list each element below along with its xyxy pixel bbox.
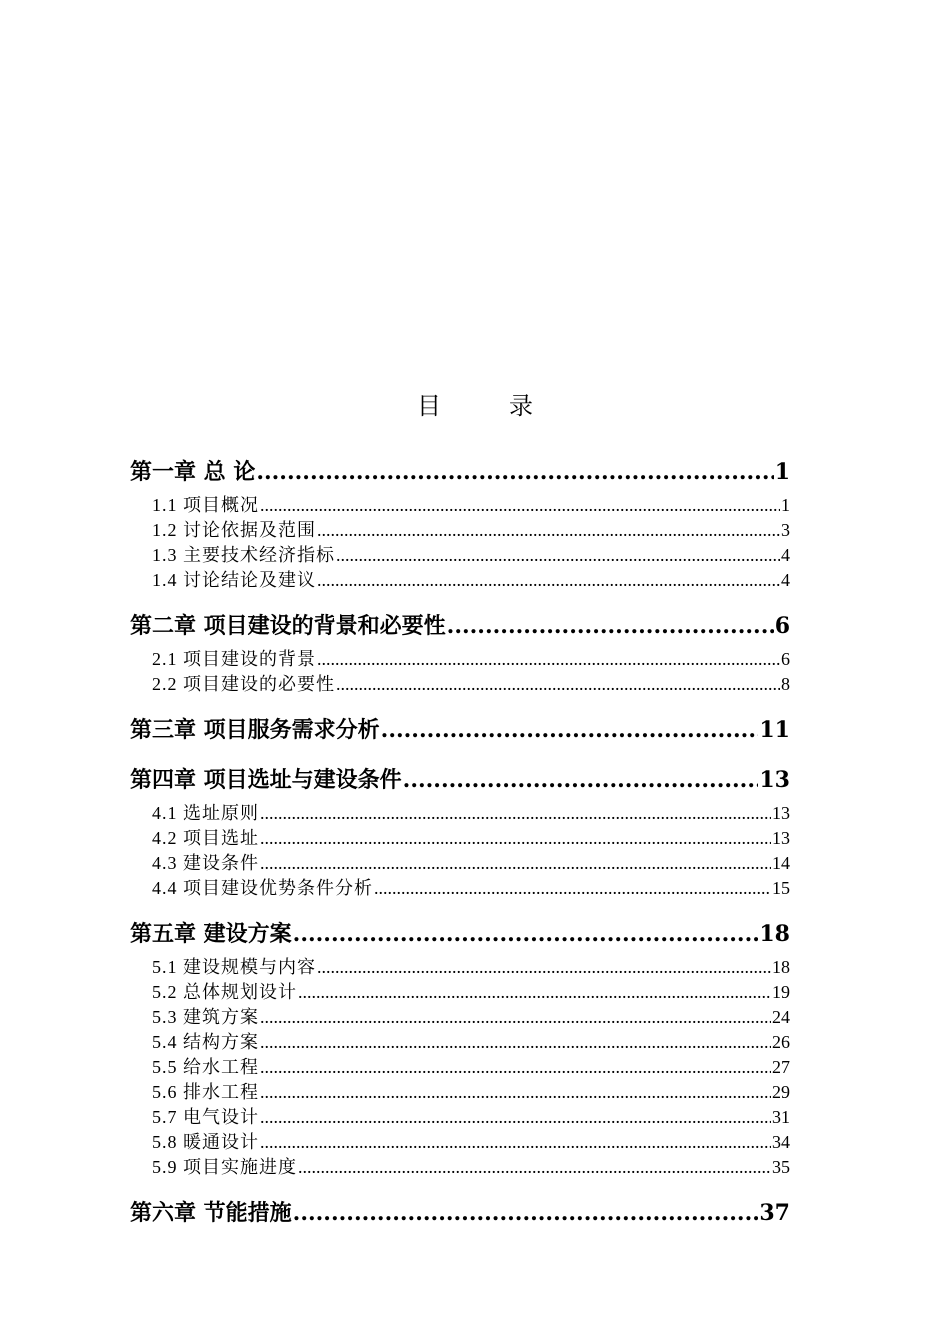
section-title: 4.1 选址原则 <box>152 803 259 823</box>
toc-chapter-2[interactable] <box>130 609 790 643</box>
dot-leader <box>260 1005 771 1030</box>
chapter-page-number: 37 <box>759 1200 790 1226</box>
section-page-number: 15 <box>772 878 790 898</box>
section-title: 1.4 讨论结论及建议 <box>152 570 316 590</box>
chapter-page-number: 18 <box>759 921 790 947</box>
section-page-number: 26 <box>772 1032 790 1052</box>
chapter-page-number: 13 <box>759 767 790 793</box>
section-title: 5.6 排水工程 <box>152 1082 259 1102</box>
section-title: 5.9 项目实施进度 <box>152 1157 297 1177</box>
toc-section-item[interactable] <box>130 1130 790 1155</box>
toc-section-item[interactable] <box>130 1105 790 1130</box>
section-page-number: 29 <box>772 1082 790 1102</box>
section-page-number: 4 <box>781 545 790 565</box>
chapter-title: 第五章 建设方案 <box>130 921 292 947</box>
section-title: 4.2 项目选址 <box>152 828 259 848</box>
toc-section-item[interactable] <box>130 672 790 697</box>
chapter-page-number: 1 <box>774 459 790 485</box>
dot-leader <box>260 1130 771 1155</box>
section-page-number: 4 <box>781 570 790 590</box>
section-title: 1.3 主要技术经济指标 <box>152 545 335 565</box>
toc-chapter-5[interactable] <box>130 917 790 951</box>
toc-section-item[interactable] <box>130 826 790 851</box>
section-page-number: 19 <box>772 982 790 1002</box>
toc-chapter-6[interactable] <box>130 1196 790 1230</box>
toc-section-item[interactable] <box>130 647 790 672</box>
dot-leader <box>298 1155 771 1180</box>
chapter-title: 第六章 节能措施 <box>130 1200 292 1226</box>
chapter-title: 第一章 总 论 <box>130 459 256 485</box>
dot-leader <box>447 609 774 643</box>
dot-leader <box>260 1055 771 1080</box>
toc-chapter-4[interactable] <box>130 763 790 797</box>
dot-leader <box>336 543 780 568</box>
section-title: 5.1 建设规模与内容 <box>152 957 316 977</box>
section-title: 4.4 项目建设优势条件分析 <box>152 878 373 898</box>
dot-leader <box>317 518 780 543</box>
toc-section-item[interactable] <box>130 493 790 518</box>
section-title: 5.3 建筑方案 <box>152 1007 259 1027</box>
dot-leader <box>260 1105 771 1130</box>
toc-section-item[interactable] <box>130 801 790 826</box>
dot-leader <box>374 876 771 901</box>
section-title: 4.3 建设条件 <box>152 853 259 873</box>
section-page-number: 1 <box>781 495 790 515</box>
toc-section-item[interactable] <box>130 1155 790 1180</box>
dot-leader <box>260 1080 771 1105</box>
chapter-title: 第二章 项目建设的背景和必要性 <box>130 613 446 639</box>
section-page-number: 34 <box>772 1132 790 1152</box>
toc-section-item[interactable] <box>130 1080 790 1105</box>
toc-section-item[interactable] <box>130 1055 790 1080</box>
section-title: 5.7 电气设计 <box>152 1107 259 1127</box>
toc-section-item[interactable] <box>130 980 790 1005</box>
dot-leader <box>293 917 759 951</box>
toc-section-item[interactable] <box>130 543 790 568</box>
dot-leader <box>403 763 759 797</box>
toc-chapter-3[interactable] <box>130 713 790 747</box>
section-title: 5.4 结构方案 <box>152 1032 259 1052</box>
section-title: 1.2 讨论依据及范围 <box>152 520 316 540</box>
toc-section-item[interactable] <box>130 518 790 543</box>
chapter-page-number: 11 <box>759 717 790 743</box>
section-page-number: 8 <box>781 674 790 694</box>
dot-leader <box>317 647 780 672</box>
section-title: 5.2 总体规划设计 <box>152 982 297 1002</box>
section-page-number: 3 <box>781 520 790 540</box>
toc-section-item[interactable] <box>130 876 790 901</box>
section-page-number: 14 <box>772 853 790 873</box>
dot-leader <box>260 826 771 851</box>
section-title: 5.5 给水工程 <box>152 1057 259 1077</box>
section-page-number: 27 <box>772 1057 790 1077</box>
toc-section-item[interactable] <box>130 1030 790 1055</box>
toc-section-item[interactable] <box>130 1005 790 1030</box>
dot-leader <box>293 1196 759 1230</box>
dot-leader <box>317 568 780 593</box>
chapter-page-number: 6 <box>774 613 790 639</box>
dot-leader <box>260 801 771 826</box>
toc-section-item[interactable] <box>130 568 790 593</box>
section-page-number: 6 <box>781 649 790 669</box>
dot-leader <box>260 493 780 518</box>
toc-section-item[interactable] <box>130 955 790 980</box>
toc-chapter-1[interactable] <box>130 455 790 489</box>
dot-leader <box>317 955 771 980</box>
dot-leader <box>381 713 759 747</box>
chapter-title: 第三章 项目服务需求分析 <box>130 717 380 743</box>
toc-section-item[interactable] <box>130 851 790 876</box>
section-title: 2.2 项目建设的必要性 <box>152 674 335 694</box>
section-page-number: 13 <box>772 828 790 848</box>
section-title: 1.1 项目概况 <box>152 495 259 515</box>
section-page-number: 13 <box>772 803 790 823</box>
section-title: 5.8 暖通设计 <box>152 1132 259 1152</box>
chapter-title: 第四章 项目选址与建设条件 <box>130 767 402 793</box>
section-page-number: 35 <box>772 1157 790 1177</box>
section-page-number: 31 <box>772 1107 790 1127</box>
table-of-contents <box>130 455 790 1242</box>
dot-leader <box>256 455 773 489</box>
toc-title: 目 录 <box>417 392 555 420</box>
section-title: 2.1 项目建设的背景 <box>152 649 316 669</box>
dot-leader <box>336 672 780 697</box>
dot-leader <box>260 1030 771 1055</box>
section-page-number: 18 <box>772 957 790 977</box>
section-page-number: 24 <box>772 1007 790 1027</box>
dot-leader <box>260 851 771 876</box>
dot-leader <box>298 980 771 1005</box>
